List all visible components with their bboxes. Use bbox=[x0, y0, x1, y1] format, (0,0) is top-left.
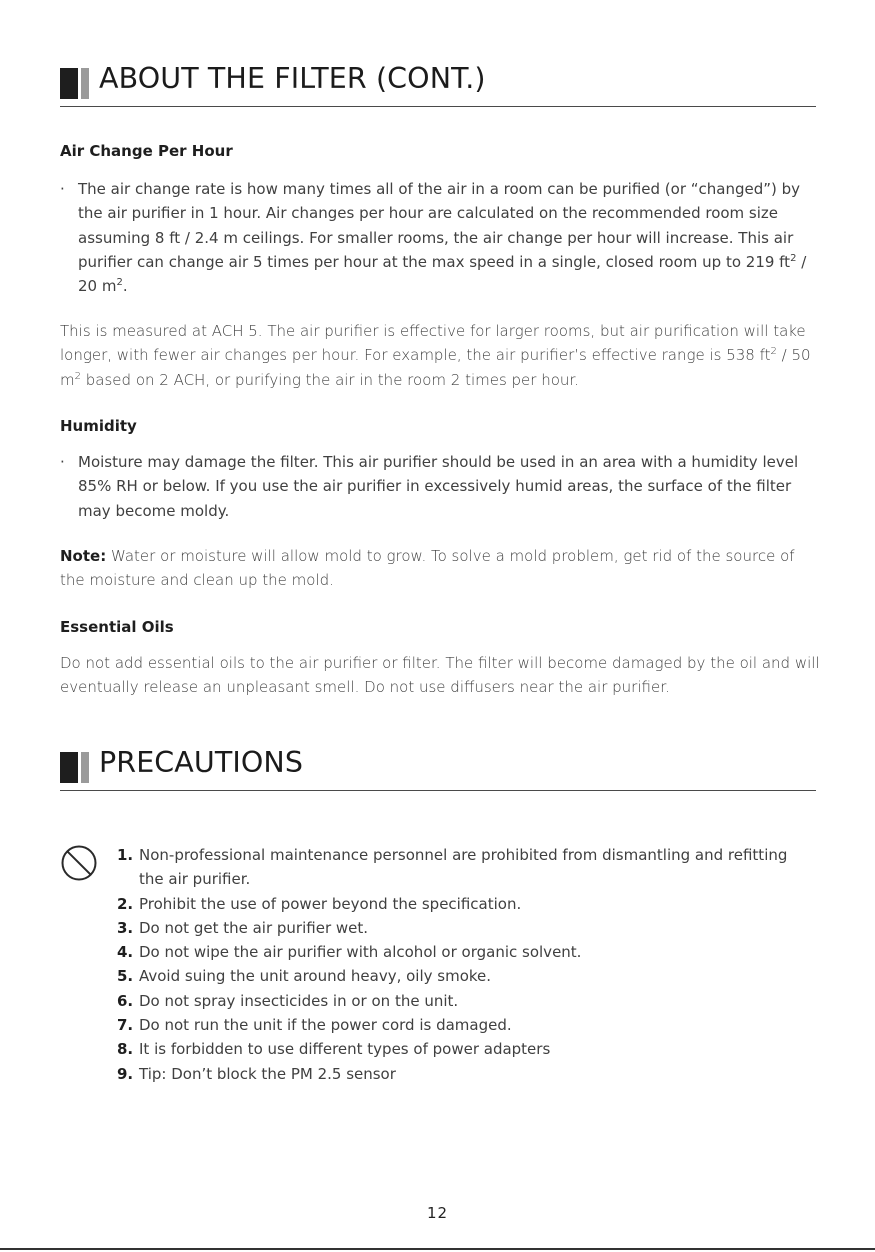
header-marker-dark bbox=[60, 752, 78, 783]
precaution-text: It is forbidden to use different types of power adapters bbox=[139, 1040, 551, 1059]
essential-oils-paragraph: Do not add essential oils to the air purifier or filter. The filter will become damaged by the oil and will eventually release an unpleasant smell. Do not use diffusers near the air purifier. bbox=[60, 654, 820, 697]
ach-explanation-paragraph: This is measured at ACH 5. The air purifier is effective for larger rooms, but air purification will take longer, with fewer air changes per hour. For example, the air purifier’s effective range is 538 $ft^2 / 50$ $m^2$ based on 2 ACH, or purifying the air in the room 2 times per hour. bbox=[60, 322, 811, 389]
note-label: Note: bbox=[60, 547, 107, 565]
precaution-number: 5. bbox=[117, 967, 134, 986]
precautions-list bbox=[117, 843, 797, 1086]
air-change-bullet: · The air change rate is how many times all of the air in a room can be purified (or “changed”) by the air purifier in 1 hour. Air changes per hour are calculated on the recommended room size assuming 8 ft / 2.4 m ceilings. For smaller rooms, the air change per hour will increase. This air purifier can change air 5 times per hour at the max speed in a single, closed room up to 219 $ft^2 / 20$ $m^2$. bbox=[60, 177, 822, 298]
section-header-filter bbox=[60, 62, 816, 107]
humidity-bullet: · Moisture may damage the filter. This air purifier should be used in an area with a humidity level 85% RH or below. If you use the air purifier in excessively humid areas, the surface of the filter may become moldy. bbox=[60, 450, 822, 523]
precaution-text: Do not wipe the air purifier with alcohol or organic solvent. bbox=[139, 943, 582, 962]
subheading-air-change: Air Change Per Hour bbox=[60, 142, 233, 160]
humidity-note: Note: Water or moisture will allow mold to grow. To solve a mold problem, get rid of the source of the moisture and clean up the mold. bbox=[60, 547, 795, 590]
precaution-text: Tip: Don’t block the PM 2.5 sensor bbox=[139, 1064, 396, 1083]
bottom-rule bbox=[0, 1248, 875, 1250]
precaution-item bbox=[117, 964, 797, 988]
section-title: ABOUT THE FILTER (CONT.) bbox=[99, 62, 486, 95]
precaution-number: 8. bbox=[117, 1040, 134, 1059]
precaution-item bbox=[117, 940, 797, 964]
precaution-item bbox=[117, 1013, 797, 1037]
precaution-number: 3. bbox=[117, 918, 134, 937]
precaution-item bbox=[117, 843, 797, 892]
precaution-text: Avoid suing the unit around heavy, oily smoke. bbox=[139, 967, 492, 986]
precaution-text: Prohibit the use of power beyond the specification. bbox=[139, 894, 522, 913]
precaution-text: Non-professional maintenance personnel are prohibited from dismantling and refitting the air purifier. bbox=[139, 846, 788, 889]
section-header-precautions bbox=[60, 746, 816, 791]
subheading-essential-oils: Essential Oils bbox=[60, 618, 174, 636]
precaution-item bbox=[117, 1037, 797, 1061]
precaution-number: 6. bbox=[117, 991, 134, 1010]
precaution-text: Do not get the air purifier wet. bbox=[139, 918, 369, 937]
precaution-number: 7. bbox=[117, 1016, 134, 1035]
bullet-marker: · bbox=[60, 180, 65, 198]
precaution-text: Do not spray insecticides in or on the unit. bbox=[139, 991, 459, 1010]
subheading-humidity: Humidity bbox=[60, 417, 137, 435]
precaution-number: 2. bbox=[117, 894, 134, 913]
precaution-text: Do not run the unit if the power cord is damaged. bbox=[139, 1016, 512, 1035]
prohibition-icon bbox=[60, 844, 98, 882]
precaution-number: 9. bbox=[117, 1064, 134, 1083]
precaution-number: 4. bbox=[117, 943, 134, 962]
precaution-number: 1. bbox=[117, 846, 134, 864]
section-title: PRECAUTIONS bbox=[99, 746, 304, 779]
page-number: 12 bbox=[426, 1204, 449, 1222]
precaution-item bbox=[117, 916, 797, 940]
header-marker-dark bbox=[60, 68, 78, 99]
precaution-item bbox=[117, 892, 797, 916]
header-marker-grey bbox=[81, 68, 89, 99]
precaution-item bbox=[117, 989, 797, 1013]
precaution-item bbox=[117, 1062, 797, 1086]
header-marker-grey bbox=[81, 752, 89, 783]
bullet-marker: · bbox=[60, 453, 65, 471]
